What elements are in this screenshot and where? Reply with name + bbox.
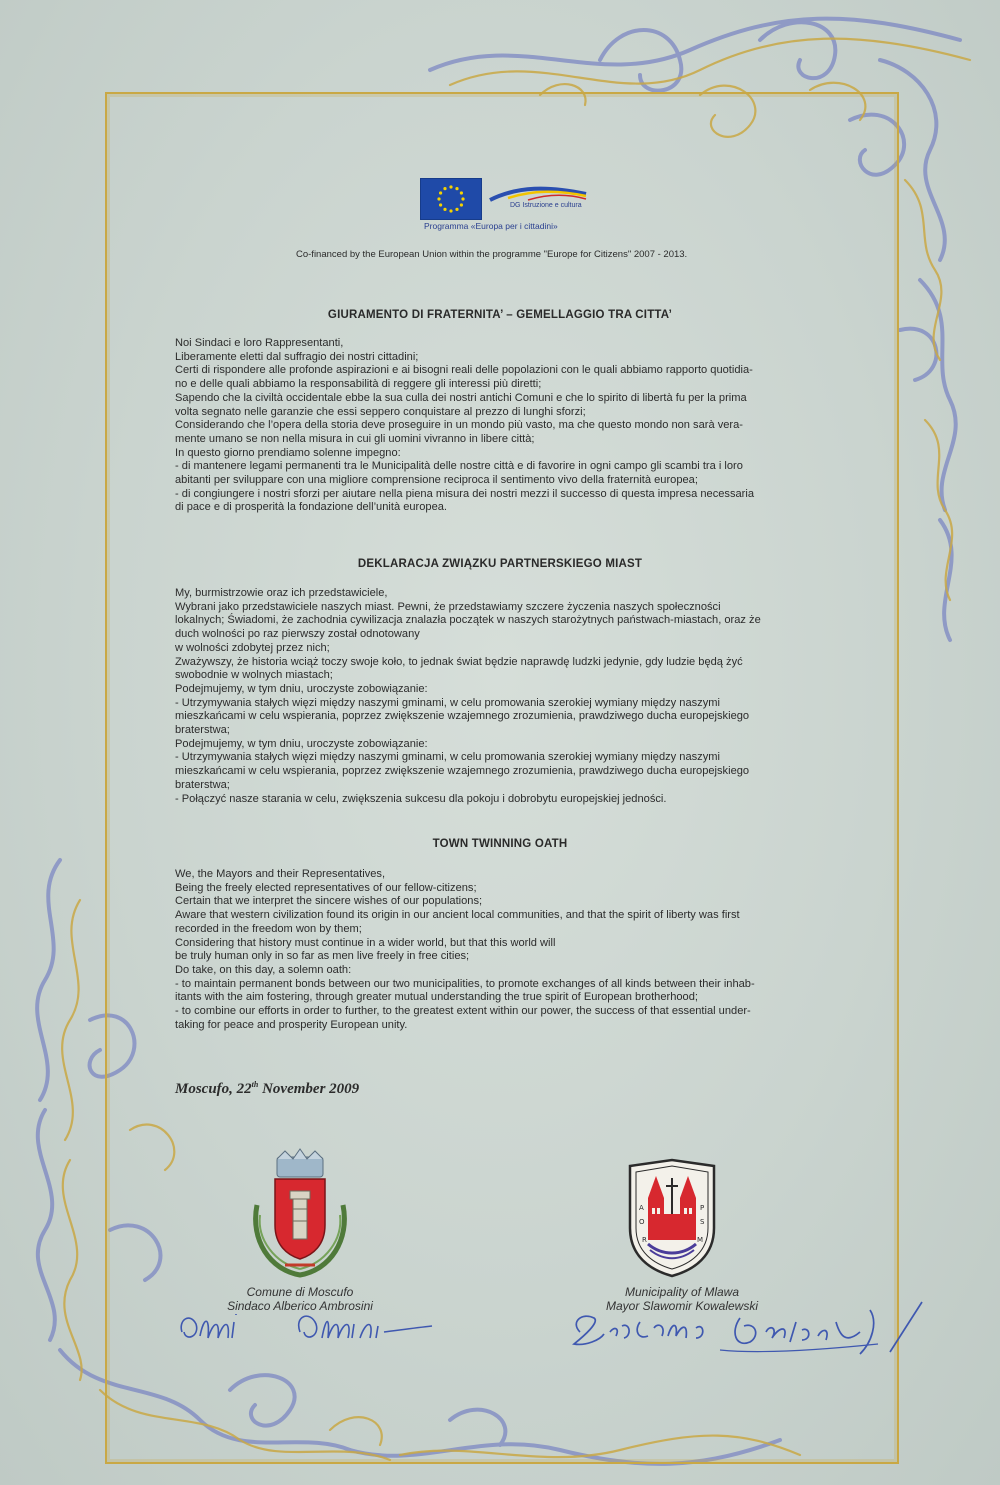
text-line: duch wolności po raz pierwszy został odnotowany (175, 628, 420, 641)
svg-text:R: R (642, 1236, 647, 1244)
text-line: Considering that history must continue in a wider world, but that this world will (175, 936, 556, 949)
place-and-date (175, 1080, 359, 1098)
text-line: di pace e di prosperità la fondazione dell’unità europea. (175, 501, 447, 514)
place-date-prefix: Moscufo, 22 (175, 1081, 252, 1097)
english-title: TOWN TWINNING OATH (432, 838, 568, 850)
signature-kowalewski (560, 1292, 930, 1372)
english-text (175, 868, 835, 1032)
mlawa-coat-of-arms-icon (622, 1158, 722, 1280)
text-line: We, the Mayors and their Representatives, (175, 868, 386, 880)
svg-text:A: A (639, 1204, 644, 1212)
text-line: Sapendo che la civiltà occidentale ebbe la sua culla dei nostri antichi Comuni e che lo spirito di libertà fu per la prima (175, 391, 747, 404)
text-line: - di mantenere legami permanenti tra le Municipalità delle nostre città e di favorire in ogni campo gli scambi tra i loro (175, 460, 743, 473)
text-line: Noi Sindaci e loro Rappresentanti, (175, 337, 344, 349)
text-line: Aware that western civilization found its origin in our ancient local communities, and that the spirit of liberty was first (175, 909, 740, 922)
text-line: - to maintain permanent bonds between our two municipalities, to promote exchanges of all kinds between their inhab- (175, 977, 755, 990)
mlawa-caption-line2: Mayor Slawomir Kowalewski (605, 1299, 759, 1313)
text-line: no e delle quali abbiamo la responsabilità di reggere gli interessi più diretti; (175, 378, 542, 391)
text-line: Liberamente eletti dal suffragio dei nostri cittadini; (175, 350, 419, 363)
text-line: Certi di rispondere alle profonde aspirazioni e ai bisogni reali delle popolazioni con le quali abbiamo rapporto quotidia- (175, 364, 753, 377)
text-line: recorded in the freedom won by them; (175, 922, 362, 935)
mlawa-caption-line1: Municipality of Mlawa (624, 1285, 740, 1299)
text-line: Wybrani jako przedstawiciele naszych miast. Pewni, że przedstawiamy szczere życzenia naszych społeczności (175, 600, 721, 613)
text-line: be truly human only in so far as men live freely in free cities; (175, 950, 470, 963)
svg-text:M: M (697, 1236, 704, 1244)
text-line: In questo giorno prendiamo solenne impegno: (175, 446, 401, 459)
polish-title: DEKLARACJA ZWIĄZKU PARTNERSKIEGO MIAST (357, 558, 643, 570)
text-line: mieszkańcami w celu wspierania, poprzez zwiększenie wzajemnego zrozumienia, prawdziwego ducha europejskiego (175, 765, 750, 778)
text-line: - Utrzymywania stałych więzi między naszymi gminami, w celu promowania szerokiej wymiany między naszymi (175, 696, 720, 709)
text-line: Podejmujemy, w tym dniu, uroczyste zobowiązanie: (175, 682, 428, 695)
eu-flag-icon (420, 178, 482, 220)
moscufo-caption-line1: Comune di Moscufo (246, 1285, 354, 1299)
europe-for-citizens-icon (488, 184, 588, 204)
eu-programme-logo (420, 178, 595, 234)
text-line: Considerando che l’opera della storia deve proseguire in un mondo più vasto, ma che questo mondo non sarà vera- (175, 419, 743, 432)
text-line: Do take, on this day, a solemn oath: (175, 963, 352, 976)
text-line: My, burmistrzowie oraz ich przedstawiciele, (175, 587, 388, 599)
text-line: mieszkańcami w celu wspierania, poprzez zwiększenie wzajemnego zrozumienia, prawdziwego ducha europejskiego (175, 710, 750, 723)
text-line: Podejmujemy, w tym dniu, uroczyste zobowiązanie: (175, 737, 428, 750)
text-line: - Połączyć nasze starania w celu, zwiększenia sukcesu dla pokoju i dobrobytu europejskiej jedności. (175, 792, 667, 805)
svg-text:S: S (700, 1218, 705, 1226)
polish-text (175, 587, 835, 806)
text-line: volta segnato nelle garanzie che essi seppero conquistare al prezzo di lunghi sforzi; (175, 405, 586, 418)
text-line: Zważywszy, że historia wciąż toczy swoje koło, to jednak świat będzie naprawdę ludzki jedynie, gdy ludzie będą żyć (175, 655, 743, 668)
text-line: Certain that we interpret the sincere wishes of our populations; (175, 895, 483, 908)
text-line: taking for peace and prosperity European unity. (175, 1018, 408, 1031)
cofinanced-note: Co-financed by the European Union within the programme "Europe for Citizens" 2007 - 2013. (296, 249, 688, 260)
place-date-rest: November 2009 (258, 1081, 360, 1097)
text-line: abitanti per sviluppare con una migliore comprensione reciproca il sentimento vivo della fraternità europea; (175, 474, 698, 487)
italian-text (175, 337, 835, 515)
svg-text:O: O (639, 1218, 645, 1226)
text-line: - Utrzymywania stałych więzi między naszymi gminami, w celu promowania szerokiej wymiany między naszymi (175, 751, 720, 764)
text-line: swobodnie w wolnych miastach; (175, 669, 333, 682)
text-line: lokalnych; Świadomi, że zachodnia cywilizacja znalazła początek w naszych starożytnych państwach-miastach, oraz że (175, 614, 761, 627)
dg-label: DG Istruzione e cultura (510, 202, 582, 209)
text-line: w wolności zdobytej przez nich; (175, 641, 330, 654)
text-line: - di congiungere i nostri sforzi per aiutare nella piena misura dei nostri mezzi il successo di questa impresa necessaria (175, 487, 754, 500)
signature-ambrosini (170, 1302, 440, 1352)
moscufo-caption-line2: Sindaco Alberico Ambrosini (227, 1299, 373, 1313)
text-line: Being the freely elected representatives of our fellow-citizens; (175, 881, 477, 894)
italian-title: GIURAMENTO DI FRATERNITA’ – GEMELLAGGIO TRA CITTA’ (327, 309, 673, 321)
moscufo-coat-of-arms-icon (245, 1145, 355, 1280)
text-line: braterstwa; (175, 724, 230, 737)
programme-label: Programma «Europa per i cittadini» (424, 221, 558, 231)
svg-text:P: P (700, 1204, 705, 1212)
place-date-ordinal: th (251, 1080, 259, 1089)
text-line: braterstwa; (175, 778, 230, 791)
text-line: - to combine our efforts in order to further, to the greatest extent within our power, the success of that essential under- (175, 1005, 751, 1018)
text-line: itants with the aim fostering, through greater mutual understanding the true spirit of European brotherhood; (175, 991, 698, 1004)
text-line: mente umano se non nella misura in cui gli uomini vivranno in libere città; (175, 432, 535, 445)
